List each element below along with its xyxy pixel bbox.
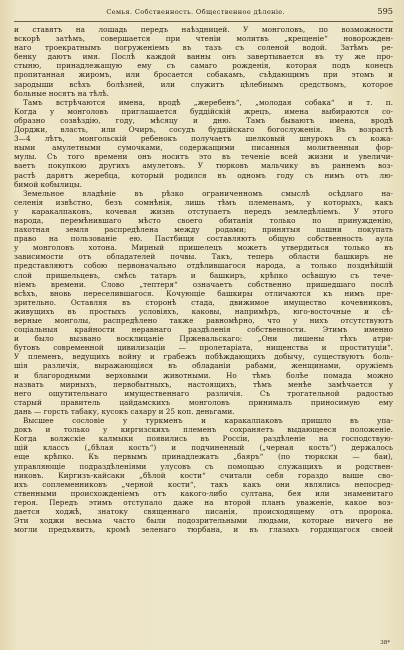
text-line: право на пользованіе ею. Пастбищя составляютъ общую собственность аула [14, 234, 393, 244]
text-line: назвать мирныхъ, первобытныхъ, настоящихъ, тѣмъ менѣе замѣчается у [14, 379, 393, 389]
text-line: докъ и только у киргизскихъ племенъ сохраняетъ выдающееся положеніе. [14, 425, 393, 435]
text-line: наго троекратнымъ погруженіемъ въ тазъ съ соленой водой. Затѣмъ ре- [14, 43, 393, 53]
text-line: ихъ соплеменниковъ „черной кости“, такъ какъ они являлись непосред- [14, 479, 393, 489]
text-line: героя. Передъ этимъ отступало даже на второй планъ уваженіе, какое воз- [14, 497, 393, 507]
text-line: бимой кобылицы. [14, 179, 82, 189]
text-line: управляющіе подраздѣленіями улусовъ съ помощью служащихъ и родствен- [14, 461, 393, 471]
text-line: щій классъ („бѣлая кость“) и подчиненный („черная кость“) держалось [14, 443, 393, 453]
signature-mark: 38* [380, 640, 390, 646]
text-line: стыню, принадлежащую ему съ самаго рожденія, которая подъ конецъ [14, 61, 393, 71]
text-line: соціальныя крайности неравнаго раздѣленія собственности. Этимъ именно [14, 325, 393, 335]
body-text [14, 25, 393, 534]
page-number: 595 [377, 6, 393, 16]
text-line: у каракалпаковъ, кочевая жизнь отступаетъ передъ земледѣліемъ. У этого [14, 206, 393, 216]
text-line: образно созвѣздію, году, мѣсяцу и дню. Тамъ бываютъ имена, вродѣ [14, 115, 393, 125]
text-line: пропитанная жиромъ, или бросается собакамъ, съѣдающимъ при этомъ и [14, 70, 393, 80]
text-line: Когда волжскіе калмыки появились въ Россіи, раздѣленіе на господствую- [14, 434, 393, 444]
text-line: слой пришельцевъ, смѣсь татаръ и башкиръ, крѣпко осѣвшую съ тече- [14, 270, 393, 280]
text-line: живущихъ въ простыхъ условіяхъ, каковы, напримѣръ, юго-восточные и сѣ- [14, 306, 393, 316]
text-line: и ставятъ на лошадь передъ наѣздницей. У монголовъ, по возможности [14, 25, 393, 34]
text-line: и было вызвано восклицаніе Пржевальскаго: „Они лишены тѣхъ атри- [14, 334, 393, 344]
running-title: Семья. Собственность. Общественное дѣленіе. [106, 8, 285, 16]
text-line: ными амулетными сумочками, содержащими писанныя молитвенныя фор- [14, 143, 393, 153]
text-line: У племенъ, ведущихъ войну и грабежъ побѣждающихъ добычу, существуютъ боль- [14, 352, 393, 362]
text-line: растѣ дарятъ жеребца, который родился въ одномъ году съ нимъ отъ лю- [14, 170, 393, 180]
text-line: никовъ. Киргизъ-кайсаки „бѣлой кости“ считали себя гораздо выше сво- [14, 470, 393, 480]
text-line: Дорджи, власть, или Очиръ, сосудъ буддійскаго богослуженія. Въ возрастѣ [14, 125, 393, 135]
text-line: ніемъ времени. Слово „тептеря“ означаетъ собственно пришедшаго послѣ [14, 279, 393, 289]
text-line: верные монголы, распредѣлено также равномѣрно, что у нихъ отсутствуютъ [14, 316, 393, 325]
text-line: и благородными верховыми животными. Но тѣмъ болѣе помада можно [14, 370, 393, 380]
text-line: дань — горсть табаку, кусокъ сахару и 25 коп. деньгами. [14, 406, 235, 416]
text-line: Земельное владѣніе въ рѣзко ограниченномъ смыслѣ осѣдлаго на- [23, 188, 393, 198]
text-line: него ощутительнаго имущественнаго различія. Съ трогательной радостью [14, 388, 393, 398]
text-line: больные носятъ на тѣлѣ. [14, 88, 109, 98]
text-line: дается ходжѣ, знатоку священнаго писанія, происходящему отъ пророка. [14, 506, 393, 516]
text-line: ственными происхожденіемъ отъ какого-либо султана, бея или знаменитаго [14, 488, 393, 498]
text-line: бенку даютъ имя. Послѣ каждой ванны онъ завертывается въ ту же про- [14, 52, 393, 62]
text-line: у монголовъ хотона. Мирный пришелецъ можетъ утвердиться только въ [14, 243, 393, 253]
text-line: 3—4 лѣтъ, монгольскій ребенокъ получаетъ шелковый шнурокъ съ кожа- [14, 134, 393, 144]
text-line: всѣхъ, вновь переселившагося. Кочующіе башкиры отличаются къ нимъ пре- [14, 288, 393, 298]
text-line: еще крѣпко. Къ первымъ принадлежатъ „баяръ“ (по тюркски — баи), [14, 452, 393, 462]
running-header [14, 6, 393, 22]
text-line: зависимости отъ обладателей почвы. Такъ, теперь области башкиръ не [14, 252, 393, 262]
text-line: Высшее сословіе у туркменъ и каракалпаковъ пришло въ упа- [23, 416, 393, 426]
text-line: ваетъ покупкою другихъ амулетовъ. У тюрковъ мальчику въ раннемъ воз- [14, 161, 393, 171]
text-line: зародыши всѣхъ болѣзней, или служитъ цѣлебнымъ средствомъ, которое [14, 79, 393, 89]
text-line: зрительно. Оставляя въ сторонѣ стада, движимое имущество кочевниковъ, [14, 297, 393, 307]
text-line: шія различія, выражающіяся въ обладаніи рабами, женщинами, оружіемъ [14, 361, 393, 371]
text-line: Тамъ встрѣчаются имена, вродѣ „жеребенъ“, „молодая собака“ и т. п. [23, 97, 393, 107]
text-line: мулы. Съ того времени онъ носитъ это въ теченіе всей жизни и увеличи- [14, 152, 393, 162]
text-line: селенія извѣстно, безъ сомнѣнія, лишь тѣмъ племенамъ, у которыхъ, какъ [14, 197, 393, 207]
text-line: могли предъявить, кромѣ зеленаго тюрбана, и въ глазахъ гордящагося своей [14, 525, 393, 535]
text-line: представляютъ собою первоначально отдѣлившагося народа, а только позднѣйшій [14, 261, 393, 271]
text-line: пахотная земля распредѣлена между родами; принятыя пашни покупать [14, 225, 393, 235]
text-line: вскорѣ затѣмъ, совершается при чтеніи молитвъ „крещеніе“ новорожден- [14, 34, 393, 44]
text-line: старый правитель цайдамскихъ монголовъ принималъ приносимую ему [14, 397, 393, 407]
text-line: народа, перемѣнившаго мѣсто своего обитанія только по принужденію, [14, 215, 393, 225]
text-line: бутовъ современной цивилизаціи — пролетаріата, нищенства и проституціи“. [14, 343, 393, 353]
text-line: Когда у монголовъ приглашается буддійскій жрецъ, имена выбираются со- [14, 106, 393, 116]
text-line: Эти ходжи весьма часто были подозрительными людьми, которые ничего не [14, 516, 393, 526]
